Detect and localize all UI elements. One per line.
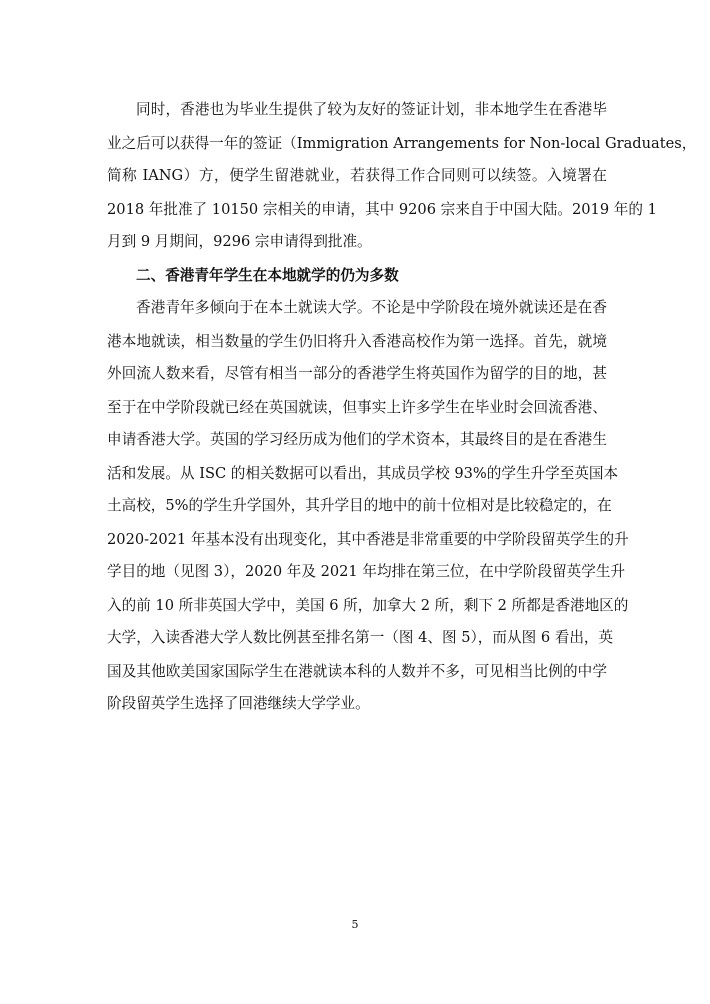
paragraph-2-line: 大学，入读香港大学人数比例甚至排名第一（图 4、图 5），而从图 6 看出，英: [107, 629, 614, 646]
paragraph-1-line: 月到 9 月期间，9296 宗申请得到批准。: [107, 233, 372, 250]
paragraph-2-line: 学目的地（见图 3），2020 年及 2021 年均排在第三位，在中学阶段留英学生升: [107, 563, 626, 580]
paragraph-2-line: 外回流人数来看，尽管有相当一部分的香港学生将英国作为留学的目的地，甚: [107, 365, 607, 382]
section-heading: 二、香港青年学生在本地就学的仍为多数: [136, 267, 399, 284]
paragraph-1-line: 2018 年批准了 10150 宗相关的申请，其中 9206 宗来自于中国大陆。2019 年的 1: [107, 201, 657, 218]
paragraph-2-line: 土高校，5%的学生升学国外，其升学目的地中的前十位相对是比较稳定的，在: [107, 497, 612, 514]
paragraph-2-line: 活和发展。从 ISC 的相关数据可以看出，其成员学校 93%的学生升学至英国本: [107, 465, 619, 482]
paragraph-2-line: 香港青年多倾向于在本土就读大学。不论是中学阶段在境外就读还是在香: [136, 299, 607, 316]
paragraph-2-line: 港本地就读，相当数量的学生仍旧将升入香港高校作为第一选择。首先，就境: [107, 333, 607, 350]
paragraph-2-line: 2020-2021 年基本没有出现变化，其中香港是非常重要的中学阶段留英学生的升: [107, 531, 629, 548]
paragraph-2-line: 至于在中学阶段就已经在英国就读，但事实上许多学生在毕业时会回流香港、: [107, 399, 607, 416]
paragraph-2-line: 阶段留英学生选择了回港继续大学学业。: [107, 695, 370, 712]
paragraph-1-line: 同时，香港也为毕业生提供了较为友好的签证计划，非本地学生在香港毕: [136, 101, 607, 118]
page-number: 5: [351, 918, 359, 931]
paragraph-2-line: 入的前 10 所非英国大学中，美国 6 所，加拿大 2 所，剩下 2 所都是香港地区的: [107, 597, 629, 614]
paragraph-2-line: 国及其他欧美国家国际学生在港就读本科的人数并不多，可见相当比例的中学: [107, 663, 607, 680]
paragraph-1-line: 业之后可以获得一年的签证（Immigration Arrangements for Non-local Graduates，: [107, 135, 697, 152]
paragraph-2-line: 申请香港大学。英国的学习经历成为他们的学术资本，其最终目的是在香港生: [107, 431, 607, 448]
paragraph-1-line: 简称 IANG）方，便学生留港就业，若获得工作合同则可以续签。入境署在: [107, 167, 607, 184]
